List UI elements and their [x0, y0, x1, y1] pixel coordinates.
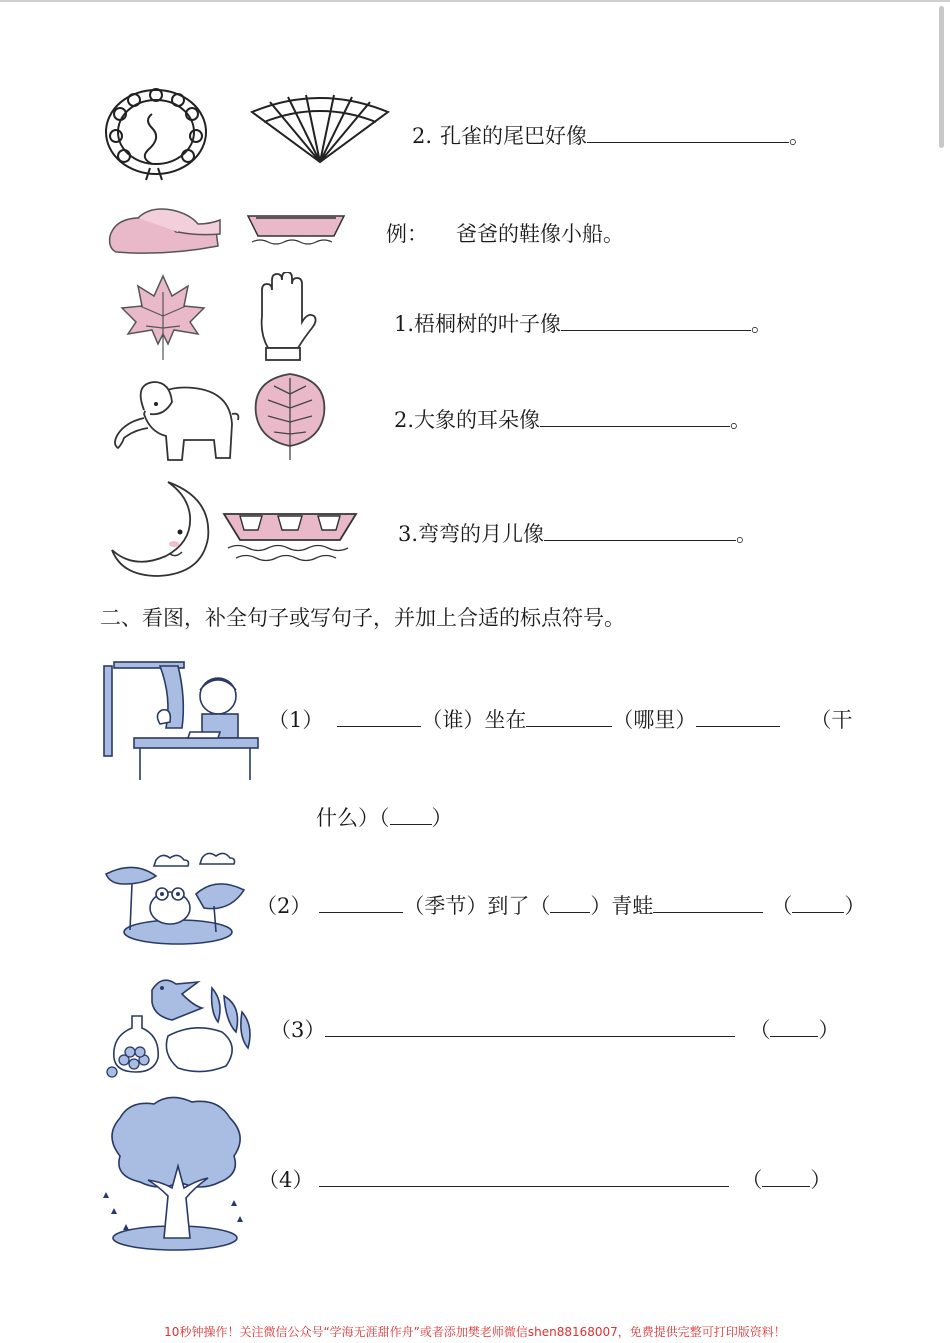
q4-line: [258, 1164, 831, 1194]
punctuation-blank[interactable]: [770, 1014, 818, 1037]
boat-picture: [246, 212, 346, 248]
punctuation-blank[interactable]: [762, 1164, 810, 1187]
tree-picture: [100, 1096, 250, 1252]
q1-continued-line: [316, 802, 453, 832]
answer-blank-season[interactable]: [319, 890, 403, 913]
item-number: 2.: [412, 124, 433, 148]
question-number: （3）: [270, 1018, 326, 1042]
item-number: 3.: [398, 522, 419, 546]
punctuation-blank[interactable]: [550, 890, 590, 913]
paren-close: ）: [590, 894, 612, 918]
item-text: 弯弯的月儿像: [418, 522, 545, 546]
item-1-line: [394, 308, 772, 338]
item-end: 。: [736, 522, 758, 546]
answer-blank-who[interactable]: [337, 704, 421, 727]
example-label: 例：: [386, 222, 428, 246]
paren-open: （: [749, 1018, 771, 1042]
q1-line: [268, 704, 852, 734]
item-end: 。: [730, 408, 752, 432]
scrollbar[interactable]: [939, 6, 944, 148]
answer-blank[interactable]: [544, 518, 736, 541]
item-2-line: [394, 404, 751, 434]
paren-open: （: [771, 894, 793, 918]
paren-close: ）: [431, 806, 453, 830]
top-border: [0, 0, 950, 2]
question-number: （1）: [268, 708, 324, 732]
answer-blank[interactable]: [587, 120, 789, 143]
item-number: 1.: [394, 312, 415, 336]
q3-line: [270, 1014, 839, 1044]
top-item-line: [412, 120, 810, 150]
leaf-picture: [250, 370, 330, 460]
item-end: 。: [751, 312, 773, 336]
boy-studying-picture: [100, 658, 262, 782]
crow-bottle-picture: [102, 972, 258, 1082]
q1-where-text: （哪里）: [612, 708, 697, 732]
answer-blank-frog[interactable]: [653, 890, 763, 913]
answer-blank[interactable]: [540, 404, 730, 427]
item-3-line: [398, 518, 757, 548]
section-heading: 二、看图，补全句子或写句子，并加上合适的标点符号。: [100, 606, 625, 630]
paren-close: ）: [818, 1018, 840, 1042]
paren-close: ）: [810, 1168, 832, 1192]
hand-picture: [250, 272, 320, 362]
moon-picture: [108, 478, 212, 578]
q1-who-text: （谁）坐在: [421, 708, 527, 732]
example-line: [386, 220, 624, 248]
q2-frog-text: 青蛙: [611, 894, 654, 918]
question-number: （4）: [258, 1168, 314, 1192]
boat-picture: [222, 504, 358, 564]
item-end: 。: [789, 124, 811, 148]
paren-open: （: [529, 894, 551, 918]
q1-what-close-text: 什么）: [316, 806, 379, 830]
shoes-picture: [106, 206, 224, 258]
frog-pond-picture: [104, 850, 254, 950]
item-text: 梧桐树的叶子像: [414, 312, 562, 336]
punctuation-blank[interactable]: [390, 802, 432, 825]
answer-blank-where[interactable]: [526, 704, 612, 727]
item-text: 大象的耳朵像: [414, 408, 541, 432]
answer-blank-what[interactable]: [696, 704, 780, 727]
answer-blank-sentence[interactable]: [325, 1014, 735, 1037]
q1-what-text: （干: [810, 708, 853, 732]
paren-close: ）: [844, 894, 866, 918]
fan-picture: [250, 92, 390, 167]
paren-open: （: [741, 1168, 763, 1192]
answer-blank[interactable]: [561, 308, 751, 331]
q2-line: [256, 890, 865, 920]
item-text: 孔雀的尾巴好像: [440, 124, 588, 148]
punctuation-blank[interactable]: [792, 890, 844, 913]
footer-notice: 10秒钟操作！关注微信公众号“学海无涯甜作舟”或者添加樊老师微信shen88168007，免费提供完整可打印版资料！: [164, 1325, 786, 1339]
item-number: 2.: [394, 408, 415, 432]
q2-season-text: （季节）到了: [403, 894, 530, 918]
peacock-picture: [100, 84, 212, 184]
answer-blank-sentence[interactable]: [319, 1164, 729, 1187]
paren-open: （: [379, 806, 390, 830]
maple-leaf-picture: [118, 272, 208, 362]
question-number: （2）: [256, 894, 312, 918]
elephant-picture: [104, 374, 240, 466]
example-text: 爸爸的鞋像小船。: [456, 222, 624, 246]
